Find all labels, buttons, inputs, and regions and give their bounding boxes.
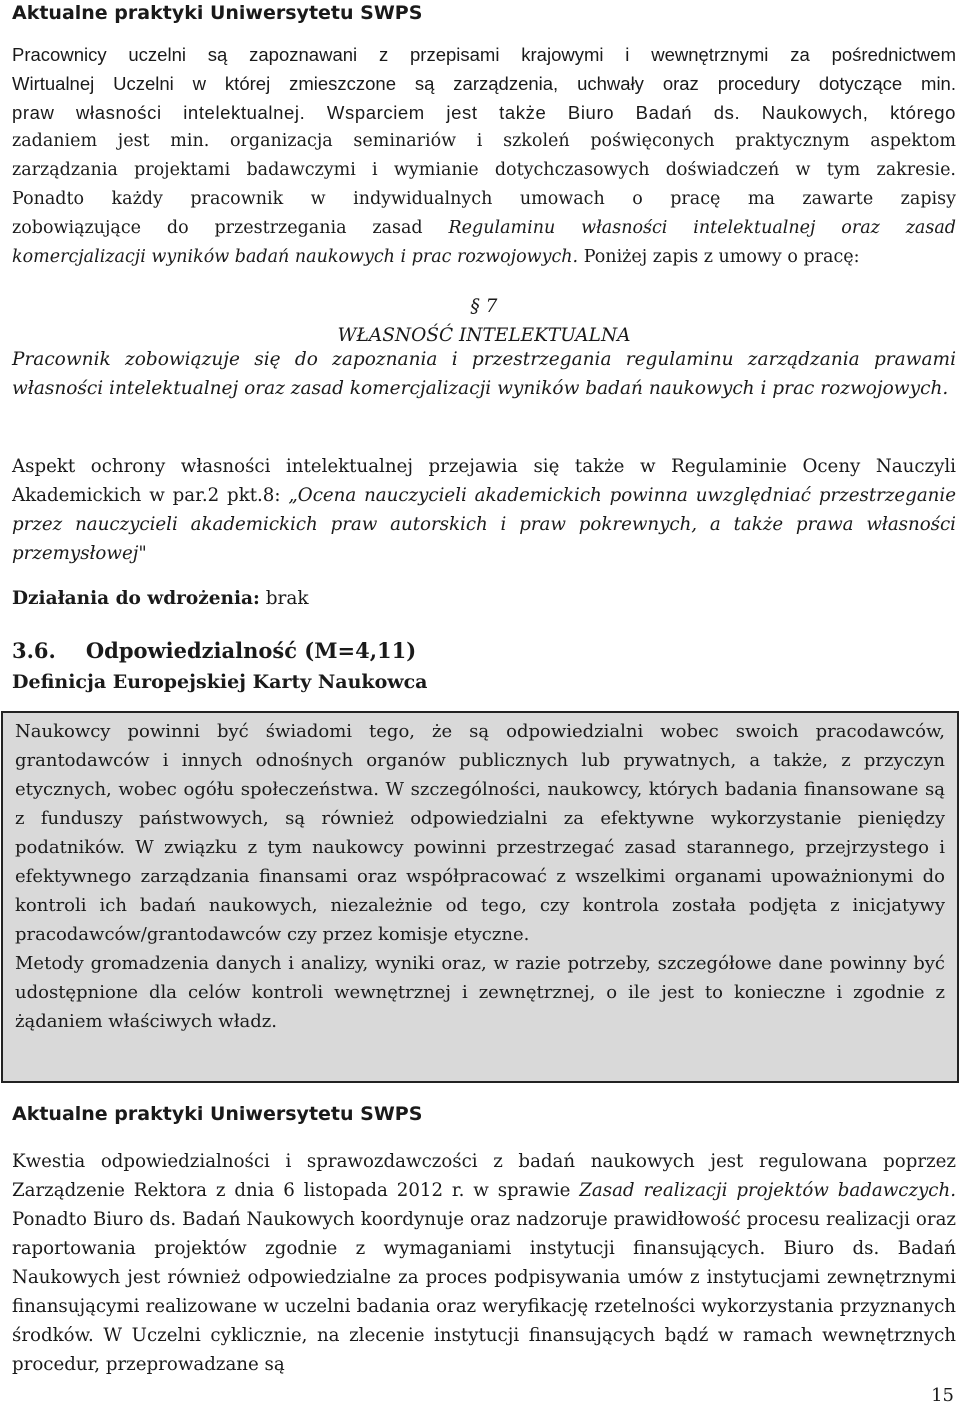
practices-paragraph xyxy=(12,1147,956,1379)
intro-text: zobowiązujące do przestrzegania zasad xyxy=(12,218,423,238)
section-number: 3.6. xyxy=(12,638,56,663)
charter-definition-box xyxy=(1,711,959,1083)
actions-line xyxy=(12,585,309,613)
regulation-name: Zasad realizacji projektów badawczych. xyxy=(579,1180,956,1201)
intro-line: zadaniem jest min. organizacja seminariów i szkoleń poświęconych praktycznym aspektom xyxy=(12,131,956,151)
intro-line xyxy=(12,243,956,272)
regulation-title-cont: komercjalizacji wyników badań naukowych i prac rozwojowych. xyxy=(12,247,579,267)
intro-line: Wirtualnej Uczelni w której zmieszczone są zarządzenia, uchwały oraz procedury dotyczące min. xyxy=(12,73,956,94)
section-heading-3-6 xyxy=(12,636,416,666)
intro-line: Ponadto każdy pracownik w indywidualnych umowach o pracę ma zawarte zapisy xyxy=(12,189,956,209)
section-title: Odpowiedzialność (M=4,11) xyxy=(85,638,417,663)
section-heading-bottom: Aktualne praktyki Uniwersytetu SWPS xyxy=(12,1103,423,1125)
actions-value: brak xyxy=(265,588,309,609)
contract-clause-text: Pracownik zobowiązuje się do zapoznania i przestrzegania regulaminu zarządzania prawami własności intelektualnej oraz zasad komercjalizacji wyników badań naukowych i prac rozwojowych. xyxy=(12,349,956,399)
practices-text-cont: Ponadto Biuro ds. Badań Naukowych koordynuje oraz nadzoruje prawidłowość procesu realizacji oraz raportowania projektów zgodnie z wymaganiami instytucji finansujących. Biuro ds. Badań Naukowych jest również odpowiedzialne za proces podpisywania umów z instytucjami zewnętrznymi finansującymi realizowane w uczelni badania oraz weryfikację rzetelności wykorzystania przyznanych środków. W Uczelni cyklicznie, na zlecenie instytucji finansujących bądź w ramach wewnętrznych procedur, przeprowadzane są xyxy=(12,1209,956,1375)
aspekt-paragraph xyxy=(12,452,956,568)
clause-title: WŁASNOŚĆ INTELEKTUALNA xyxy=(337,325,631,346)
intro-text: Poniżej zapis z umowy o pracę: xyxy=(583,247,860,267)
regulation-title: Regulaminu własności intelektualnej oraz zasad xyxy=(448,218,956,238)
section-heading-top: Aktualne praktyki Uniwersytetu SWPS xyxy=(12,2,423,24)
actions-label: Działania do wdrożenia: xyxy=(12,588,260,609)
charter-paragraph: Metody gromadzenia danych i analizy, wyniki oraz, w razie potrzeby, szczegółowe dane powinny być udostępnione dla celów kontroli wewnętrznej i zewnętrznej, o ile jest to konieczne i zgodnie z żądaniem właściwych władz. xyxy=(15,953,945,1032)
intro-paragraph xyxy=(12,40,956,272)
definition-heading: Definicja Europejskiej Karty Naukowca xyxy=(12,671,428,693)
aspekt-text: Aspekt ochrony własności intelektualnej przejawia się także w Regulaminie Oceny Nauczyli Akademickich w par.2 pkt.8: xyxy=(12,456,956,506)
practices-text: Kwestia odpowiedzialności i sprawozdawczości z badań naukowych jest regulowana poprzez Zarządzenie Rektora z dnia 6 listopada 2012 r. w sprawie xyxy=(12,1151,956,1201)
intro-line: Pracownicy uczelni są zapoznawani z przepisami krajowymi i wewnętrznymi za pośrednictwem xyxy=(12,44,956,65)
charter-paragraph: Naukowcy powinni być świadomi tego, że są odpowiedzialni wobec swoich pracodawców, grantodawców i innych odnośnych organów publicznych lub prywatnych, a także, z przyczyn etycznych, wobec ogółu społeczeństwa. W szczególności, naukowcy, których badania finansowane są z funduszy państwowych, są również odpowiedzialni za efektywne wykorzystanie pieniędzy podatników. W związku z tym naukowcy powinni przestrzegać zasad starannego, przejrzystego i efektywnego zarządzania finansami oraz współpracować z wszelkimi organami upoważnionymi do kontroli ich badań naukowych, niezależnie od tego, czy kontrola została podjęta z inicjatywy pracodawców/grantodawców czy przez komisje etyczne. xyxy=(15,721,945,945)
aspekt-quote: „Ocena nauczycieli akademickich powinna uwzględniać przestrzeganie przez nauczycieli akademickich praw autorskich i praw pokrewnych, a także prawa własności przemysłowej" xyxy=(12,485,956,564)
intro-line: praw własności intelektualnej. Wsparciem jest także Biuro Badań ds. Naukowych, którego xyxy=(12,102,956,123)
clause-number: § 7 xyxy=(470,296,498,317)
intro-line: zarządzania projektami badawczymi i wymianie dotychczasowych doświadczeń w tym zakresie. xyxy=(12,160,956,180)
contract-clause-heading xyxy=(12,292,956,350)
intro-line xyxy=(12,214,956,243)
page-number: 15 xyxy=(931,1385,954,1406)
